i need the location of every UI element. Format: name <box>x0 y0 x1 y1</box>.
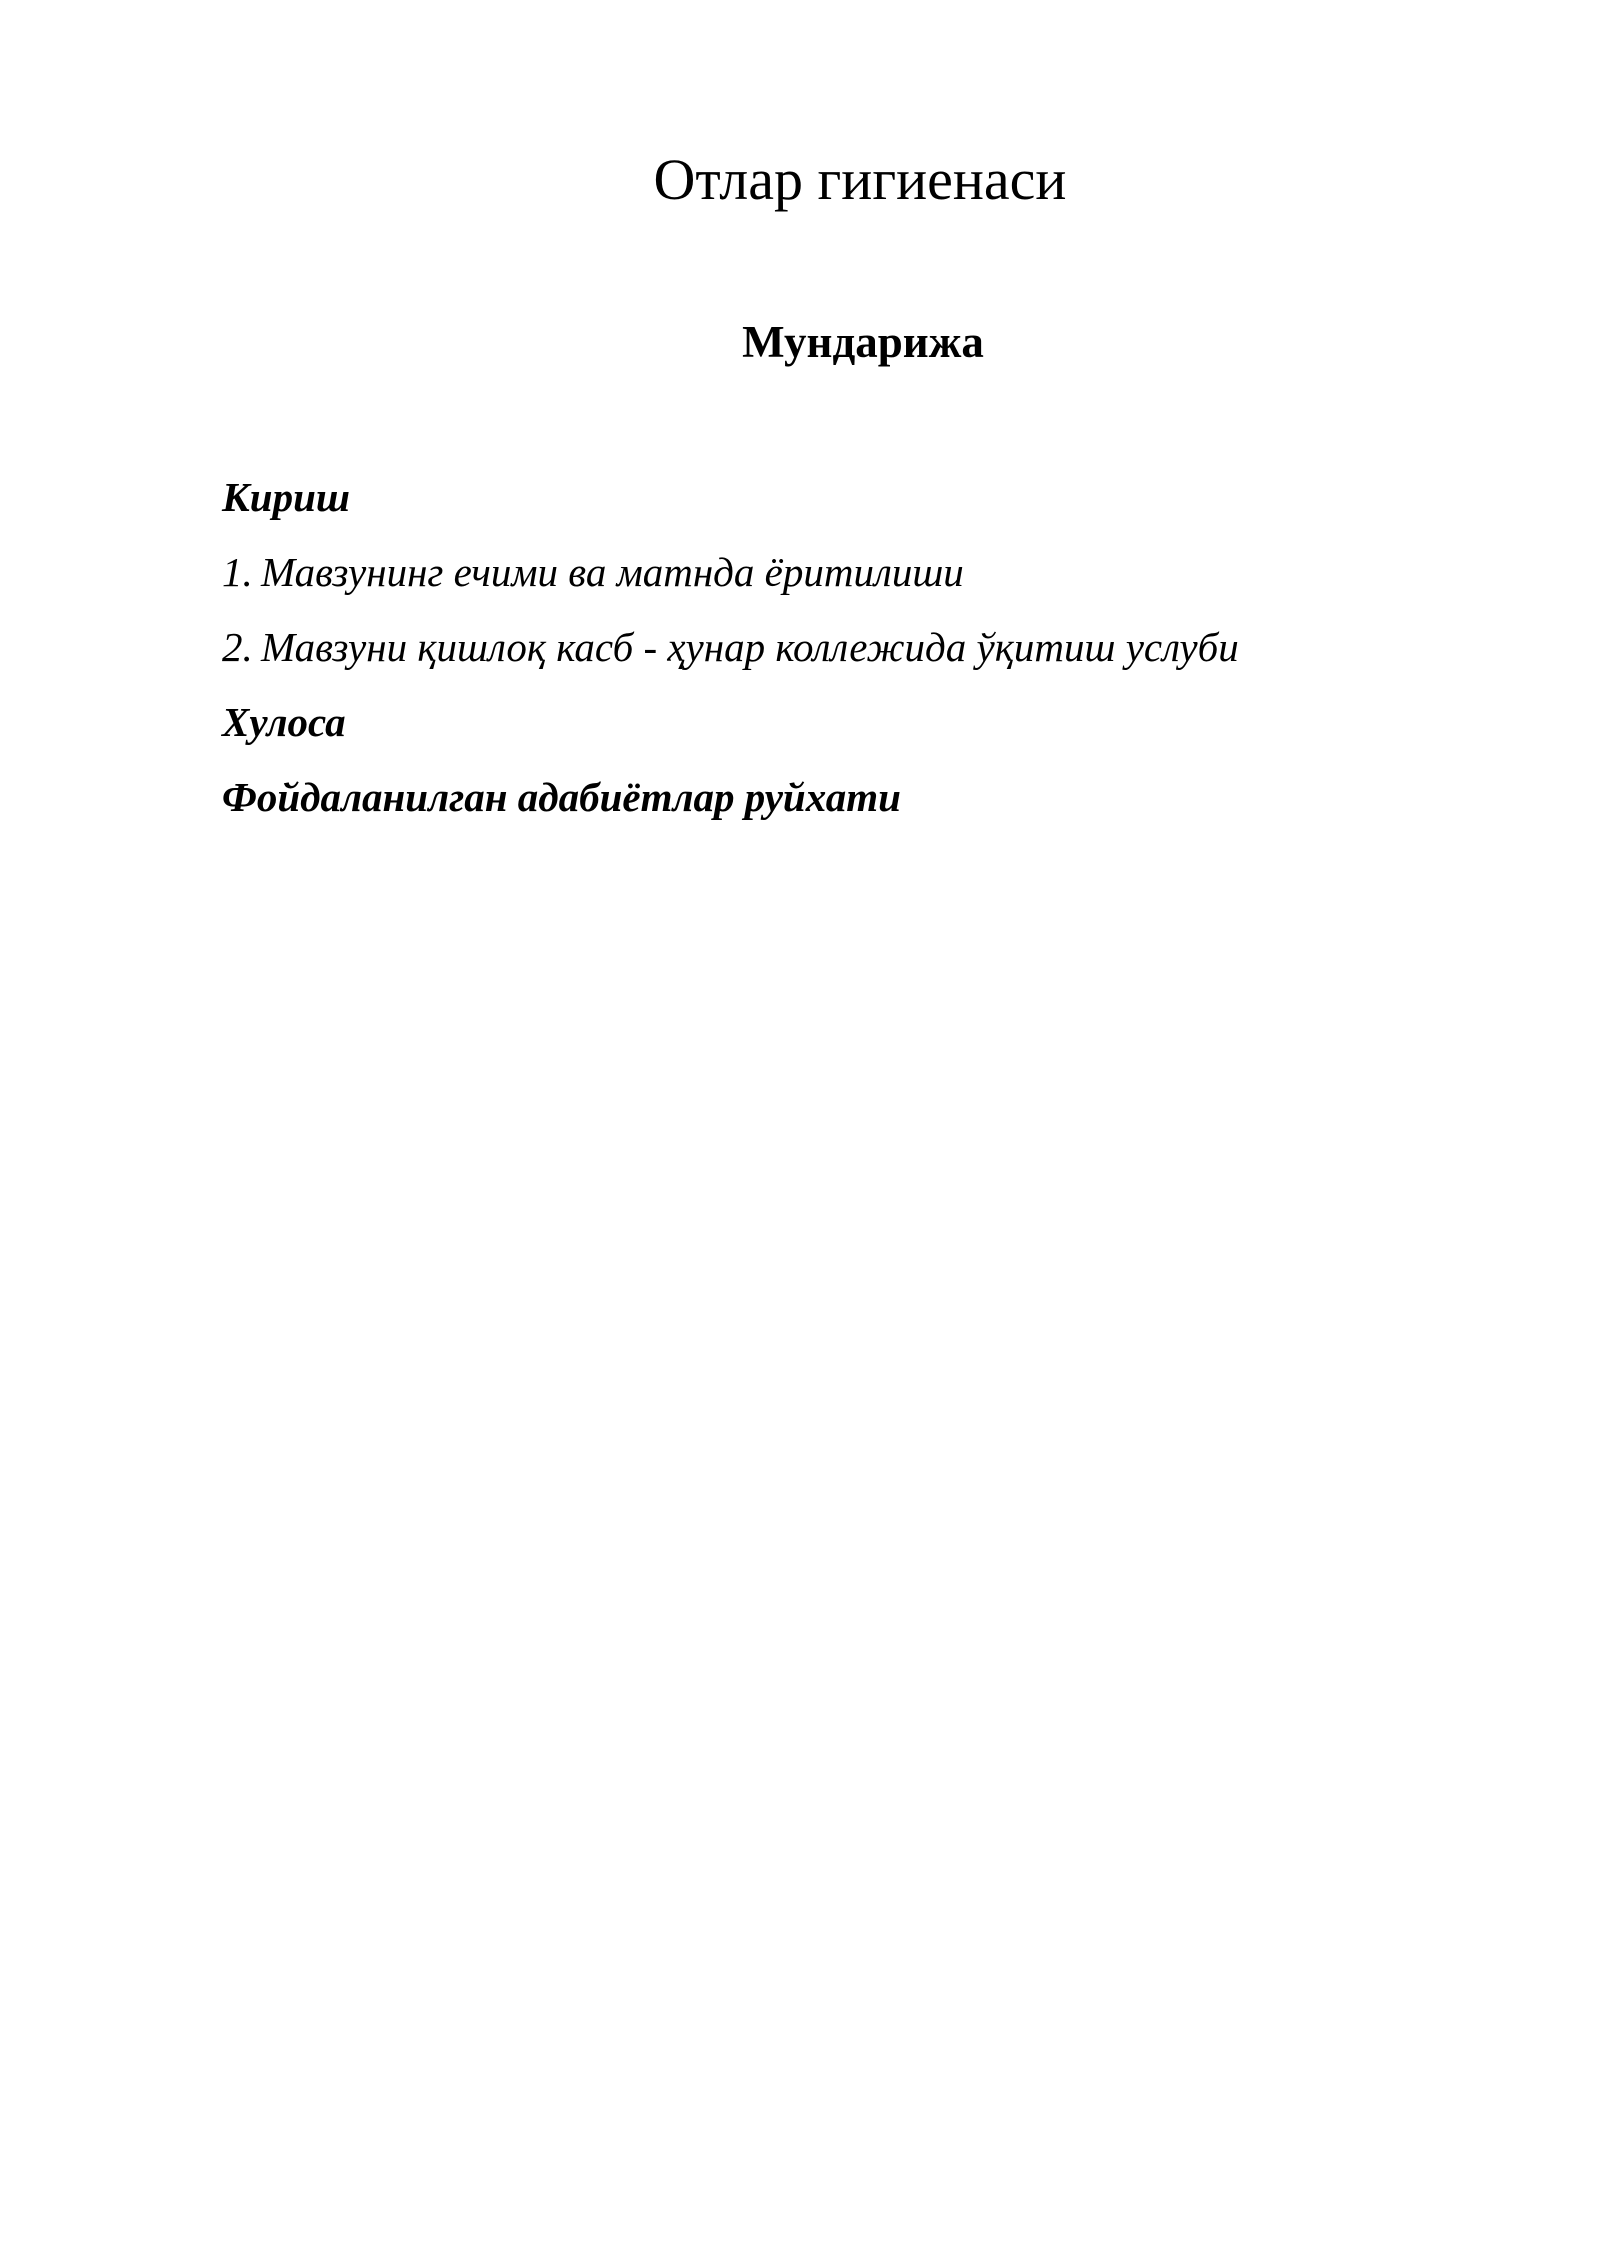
toc-item-references <box>222 760 1239 835</box>
toc-item-introduction <box>222 460 1239 535</box>
toc-item-text: Фойдаланилган адабиётлар руйхати <box>222 774 901 820</box>
toc-item-chapter-2 <box>222 610 1239 685</box>
table-of-contents <box>222 460 1239 835</box>
toc-item-conclusion <box>222 685 1239 760</box>
document-title: Отлар гигиенаси <box>653 147 1067 212</box>
toc-item-number: 1. <box>222 549 253 595</box>
toc-item-chapter-1 <box>222 535 1239 610</box>
toc-item-text: Кириш <box>222 474 351 520</box>
toc-item-text: Мавзуни қишлоқ касб - ҳунар коллежида ўқитиш услуби <box>261 624 1239 670</box>
toc-heading: Мундарижа <box>742 317 984 367</box>
toc-item-text: Мавзунинг ечими ва матнда ёритилиши <box>261 549 964 595</box>
toc-item-number: 2. <box>222 624 253 670</box>
toc-item-text: Хулоса <box>222 699 346 745</box>
